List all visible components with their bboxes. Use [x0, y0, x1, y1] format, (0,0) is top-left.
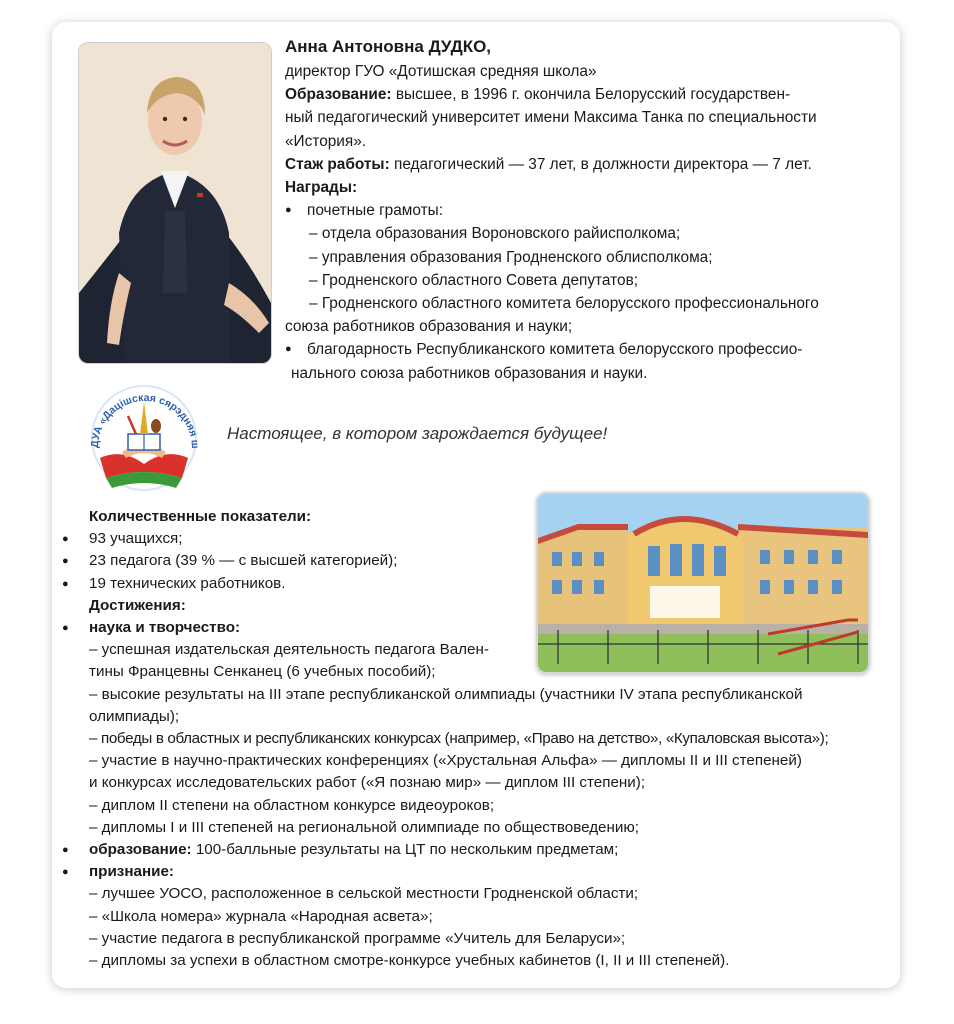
education-text-1: высшее, в 1996 г. окончила Белорусский государствен-: [391, 86, 791, 104]
awards-item-certificates: ● почетные грамоты:: [285, 199, 880, 222]
science-line: – успешная издательская деятельность педагога Вален-: [89, 641, 489, 659]
science-line: – диплом II степени на областном конкурсе видеоуроков;: [89, 796, 495, 814]
science-label: ● наука и творчество:: [62, 617, 892, 639]
awards-sub-item: – Гродненского областного комитета белорусского профессионального: [309, 295, 819, 313]
stats-item: ● 93 учащихся;: [62, 528, 892, 550]
stats-item: ● 19 технических работников.: [62, 573, 892, 595]
recognition-line: – лучшее УОСО, расположенное в сельской местности Гродненской области;: [89, 885, 639, 903]
stats-title: Количественные показатели:: [89, 508, 312, 525]
education-text-3: «История».: [285, 132, 367, 150]
stats-item: ● 23 педагога (39 % — с высшей категорией);: [62, 550, 892, 572]
director-position: директор ГУО «Дотишская средняя школа»: [285, 63, 597, 80]
experience-label: Стаж работы:: [285, 155, 390, 173]
school-info-section: [62, 506, 892, 972]
awards-sub-item: – управления образования Гродненского облисполкома;: [309, 248, 713, 266]
science-line: – победы в областных и республиканских конкурсах (например, «Право на детство», «Купаловская высота»);: [89, 730, 829, 748]
science-line: – дипломы I и III степеней на региональной олимпиаде по обществоведению;: [89, 818, 639, 836]
awards-sub-item: – Гродненского областного Совета депутатов;: [309, 271, 639, 289]
school-logo: [82, 378, 202, 494]
awards-label: Награды:: [285, 179, 358, 197]
education-achievement: [62, 839, 892, 861]
portrait-illustration: [79, 43, 271, 363]
education-label: Образование:: [285, 86, 392, 104]
recognition-line: – «Школа номера» журнала «Народная асвета»;: [89, 907, 433, 925]
science-line: и конкурсах исследовательских работ («Я познаю мир» — диплом III степени);: [89, 774, 646, 792]
logo-arc-text: ДУА «Дацішская сярэдняя ш: [88, 391, 202, 450]
awards-item-gratitude-cont: нального союза работников образования и науки.: [291, 364, 648, 382]
science-line: – участие в научно-практических конференциях («Хрустальная Альфа» — дипломы II и III степеней): [89, 752, 802, 770]
science-line: олимпиады);: [89, 707, 180, 725]
education-achievement-label: образование:: [89, 841, 192, 859]
achievements-title: Достижения:: [89, 596, 186, 614]
education-text-2: ный педагогический университет имени Максима Танка по специальности: [285, 109, 817, 127]
director-name: Анна Антоновна ДУДКО,: [285, 37, 492, 56]
bio-section: [285, 34, 880, 385]
recognition-label: ● признание:: [62, 861, 892, 883]
logo-violin-icon: [151, 419, 161, 433]
education-achievement-text: 100-балльные результаты на ЦТ по нескольким предметам;: [191, 841, 619, 859]
director-portrait: [78, 42, 272, 364]
awards-item-gratitude: ● благодарность Республиканского комитета белорусского профессио-: [285, 338, 880, 361]
science-line: – высокие результаты на III этапе республиканской олимпиады (участники IV этапа республиканской: [89, 685, 803, 703]
awards-sub-item: – отдела образования Вороновского райисполкома;: [309, 225, 681, 243]
experience-paragraph: [285, 153, 880, 176]
experience-text: педагогический — 37 лет, в должности директора — 7 лет.: [389, 155, 812, 173]
science-line: тины Францевны Сенканец (6 учебных пособий);: [89, 663, 436, 681]
awards-sub-item-cont: союза работников образования и науки;: [285, 318, 573, 336]
school-motto: Настоящее, в котором зарождается будущее!: [227, 424, 608, 443]
recognition-line: – участие педагога в республиканской программе «Учитель для Беларуси»;: [89, 929, 626, 947]
education-paragraph: [285, 83, 880, 106]
recognition-line: – дипломы за успехи в областном смотре-конкурсе учебных кабинетов (I, II и III степеней).: [89, 952, 730, 970]
